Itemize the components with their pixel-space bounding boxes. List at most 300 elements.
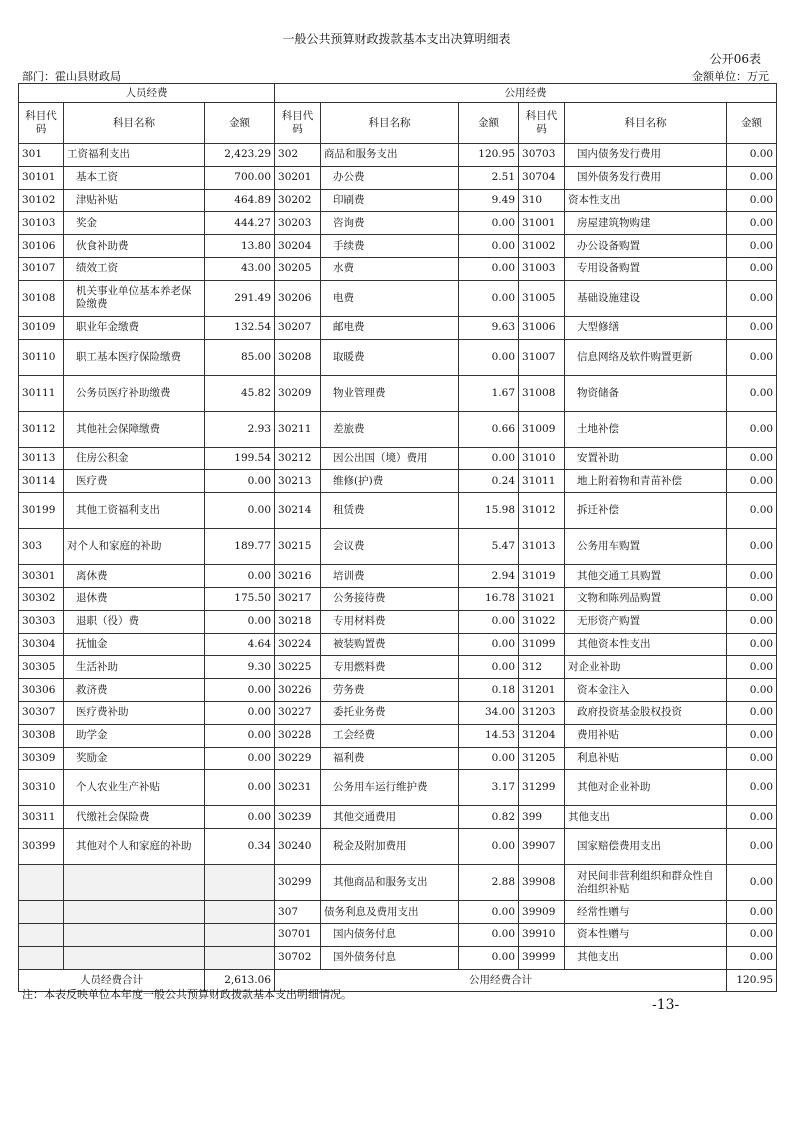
cell-b-name: 办公费 (321, 166, 459, 189)
cell-a-amount: 464.89 (205, 189, 275, 212)
cell-a-amount: 0.00 (205, 565, 275, 588)
cell-a-name: 其他对个人和家庭的补助 (64, 829, 205, 865)
cell-b-name: 咨询费 (321, 212, 459, 235)
cell-a-code: 30307 (19, 701, 64, 724)
cell-b-name: 差旅费 (321, 411, 459, 447)
cell-b-amount: 0.82 (459, 806, 519, 829)
table-row (19, 257, 777, 280)
cell-b-code: 30211 (275, 411, 321, 447)
cell-c-code: 312 (519, 656, 565, 679)
cell-c-code: 31019 (519, 565, 565, 588)
table-row (19, 339, 777, 375)
cell-b-name: 其他交通费用 (321, 806, 459, 829)
cell-a-amount: 199.54 (205, 447, 275, 470)
public-header: 公用经费 (275, 84, 777, 103)
cell-b-amount: 0.00 (459, 447, 519, 470)
cell-c-code: 31007 (519, 339, 565, 375)
cell-a-name: 伙食补助费 (64, 235, 205, 258)
cell-b-code: 30225 (275, 656, 321, 679)
cell-b-name: 水费 (321, 257, 459, 280)
cell-a-name: 绩效工资 (64, 257, 205, 280)
cell-b-name: 债务利息及费用支出 (321, 901, 459, 924)
cell-a-code (19, 901, 64, 924)
cell-c-amount: 0.00 (727, 447, 777, 470)
cell-b-code: 30207 (275, 316, 321, 339)
cell-b-amount: 0.24 (459, 470, 519, 493)
cell-a-name: 抚恤金 (64, 633, 205, 656)
cell-b-amount: 2.51 (459, 166, 519, 189)
cell-c-amount: 0.00 (727, 166, 777, 189)
cell-b-code: 30205 (275, 257, 321, 280)
cell-c-amount: 0.00 (727, 923, 777, 946)
cell-c-amount: 0.00 (727, 411, 777, 447)
cell-b-code: 30213 (275, 470, 321, 493)
cell-b-name: 印刷费 (321, 189, 459, 212)
cell-c-name: 其他支出 (565, 946, 727, 969)
cell-b-amount: 9.49 (459, 189, 519, 212)
cell-a-name: 机关事业单位基本养老保险缴费 (64, 280, 205, 316)
cell-a-name (64, 923, 205, 946)
table-row (19, 747, 777, 770)
expenditure-table (18, 83, 777, 992)
cell-c-name: 国内债务发行费用 (565, 144, 727, 167)
cell-a-code: 30305 (19, 656, 64, 679)
cell-c-code: 310 (519, 189, 565, 212)
cell-b-code: 30299 (275, 865, 321, 901)
cell-b-name: 手续费 (321, 235, 459, 258)
cell-c-amount: 0.00 (727, 339, 777, 375)
cell-c-name: 其他支出 (565, 806, 727, 829)
col-amount-header: 金额 (205, 103, 275, 144)
cell-a-amount (205, 865, 275, 901)
table-row (19, 235, 777, 258)
table-row (19, 806, 777, 829)
cell-a-name: 退职（役）费 (64, 610, 205, 633)
cell-a-name: 工资福利支出 (64, 144, 205, 167)
cell-a-name: 职业年金缴费 (64, 316, 205, 339)
cell-a-name: 职工基本医疗保险缴费 (64, 339, 205, 375)
cell-c-name: 资本性赠与 (565, 923, 727, 946)
cell-c-amount: 0.00 (727, 865, 777, 901)
cell-c-amount: 0.00 (727, 587, 777, 610)
footnote: 注：本表反映单位本年度一般公共预算财政拨款基本支出明细情况。 (22, 988, 352, 1001)
cell-c-name: 房屋建筑物购建 (565, 212, 727, 235)
cell-a-code: 30310 (19, 770, 64, 806)
col-code-header: 科目代码 (19, 103, 64, 144)
cell-a-code: 30103 (19, 212, 64, 235)
cell-b-code: 30224 (275, 633, 321, 656)
table-row (19, 565, 777, 588)
cell-c-code: 31008 (519, 375, 565, 411)
col-name-header: 科目名称 (321, 103, 459, 144)
cell-c-amount: 0.00 (727, 189, 777, 212)
cell-c-amount: 0.00 (727, 829, 777, 865)
table-row (19, 493, 777, 529)
table-row (19, 679, 777, 702)
cell-c-name: 公务用车购置 (565, 529, 727, 565)
cell-a-code: 30303 (19, 610, 64, 633)
table-row (19, 701, 777, 724)
cell-a-code: 30399 (19, 829, 64, 865)
cell-b-code: 30209 (275, 375, 321, 411)
cell-c-code: 31010 (519, 447, 565, 470)
cell-c-name: 对民间非营利组织和群众性自治组织补贴 (565, 865, 727, 901)
cell-a-code: 30101 (19, 166, 64, 189)
table-row (19, 610, 777, 633)
col-code-header: 科目代码 (519, 103, 565, 144)
cell-a-amount: 132.54 (205, 316, 275, 339)
cell-b-name: 取暖费 (321, 339, 459, 375)
personnel-total-label: 人员经费合计 (19, 969, 205, 992)
cell-b-code: 30228 (275, 724, 321, 747)
cell-c-code: 31011 (519, 470, 565, 493)
cell-a-code: 30311 (19, 806, 64, 829)
table-row (19, 724, 777, 747)
table-row (19, 865, 777, 901)
cell-b-name: 专用燃料费 (321, 656, 459, 679)
table-row (19, 375, 777, 411)
cell-b-code: 30240 (275, 829, 321, 865)
cell-c-name: 地上附着物和青苗补偿 (565, 470, 727, 493)
cell-b-code: 30229 (275, 747, 321, 770)
cell-a-amount: 175.50 (205, 587, 275, 610)
cell-a-amount: 0.00 (205, 747, 275, 770)
cell-c-code: 31003 (519, 257, 565, 280)
cell-c-amount: 0.00 (727, 529, 777, 565)
table-row (19, 189, 777, 212)
cell-b-code: 30239 (275, 806, 321, 829)
cell-a-code: 30304 (19, 633, 64, 656)
table-row (19, 529, 777, 565)
table-row (19, 587, 777, 610)
cell-c-code: 31021 (519, 587, 565, 610)
cell-a-code: 30114 (19, 470, 64, 493)
cell-c-amount: 0.00 (727, 212, 777, 235)
table-row (19, 633, 777, 656)
cell-b-amount: 0.00 (459, 747, 519, 770)
cell-a-amount: 0.00 (205, 493, 275, 529)
cell-c-name: 物资储备 (565, 375, 727, 411)
table-row (19, 901, 777, 924)
cell-b-amount: 3.17 (459, 770, 519, 806)
cell-a-name: 助学金 (64, 724, 205, 747)
table-row (19, 166, 777, 189)
cell-b-code: 30218 (275, 610, 321, 633)
cell-b-amount: 0.00 (459, 257, 519, 280)
cell-b-code: 30702 (275, 946, 321, 969)
cell-b-amount: 9.63 (459, 316, 519, 339)
cell-a-name: 对个人和家庭的补助 (64, 529, 205, 565)
cell-a-name: 退休费 (64, 587, 205, 610)
cell-b-name: 电费 (321, 280, 459, 316)
cell-a-name: 代缴社会保险费 (64, 806, 205, 829)
cell-a-amount: 9.30 (205, 656, 275, 679)
cell-a-name: 个人农业生产补贴 (64, 770, 205, 806)
cell-c-amount: 0.00 (727, 901, 777, 924)
cell-a-name: 医疗费补助 (64, 701, 205, 724)
cell-b-amount: 120.95 (459, 144, 519, 167)
cell-a-amount (205, 946, 275, 969)
cell-c-code: 31006 (519, 316, 565, 339)
cell-a-name: 津贴补贴 (64, 189, 205, 212)
cell-c-name: 国外债务发行费用 (565, 166, 727, 189)
cell-a-name: 住房公积金 (64, 447, 205, 470)
cell-a-amount: 85.00 (205, 339, 275, 375)
cell-c-name: 文物和陈列品购置 (565, 587, 727, 610)
table-row (19, 470, 777, 493)
cell-c-name: 利息补贴 (565, 747, 727, 770)
cell-b-name: 公务用车运行维护费 (321, 770, 459, 806)
cell-a-code: 30309 (19, 747, 64, 770)
cell-a-amount: 0.00 (205, 806, 275, 829)
cell-a-name (64, 946, 205, 969)
cell-b-name: 因公出国（境）费用 (321, 447, 459, 470)
cell-a-code: 30110 (19, 339, 64, 375)
cell-c-name: 其他交通工具购置 (565, 565, 727, 588)
cell-c-name: 经常性赠与 (565, 901, 727, 924)
cell-b-amount: 2.88 (459, 865, 519, 901)
cell-b-code: 30201 (275, 166, 321, 189)
cell-b-amount: 2.94 (459, 565, 519, 588)
cell-c-amount: 0.00 (727, 316, 777, 339)
cell-b-code: 30212 (275, 447, 321, 470)
cell-a-amount (205, 901, 275, 924)
cell-b-code: 302 (275, 144, 321, 167)
cell-c-code: 31203 (519, 701, 565, 724)
cell-a-code: 301 (19, 144, 64, 167)
cell-b-amount: 34.00 (459, 701, 519, 724)
department-label: 部门：霍山县财政局 (22, 70, 121, 83)
col-name-header: 科目名称 (565, 103, 727, 144)
cell-b-name: 税金及附加费用 (321, 829, 459, 865)
cell-c-code: 31012 (519, 493, 565, 529)
cell-b-amount: 0.00 (459, 946, 519, 969)
cell-a-name: 其他社会保障缴费 (64, 411, 205, 447)
cell-c-name: 对企业补助 (565, 656, 727, 679)
cell-c-amount: 0.00 (727, 701, 777, 724)
cell-a-amount: 2.93 (205, 411, 275, 447)
col-code-header: 科目代码 (275, 103, 321, 144)
cell-b-amount: 0.00 (459, 235, 519, 258)
table-row (19, 923, 777, 946)
cell-a-amount: 0.00 (205, 470, 275, 493)
cell-c-amount: 0.00 (727, 565, 777, 588)
page-number: -13- (652, 997, 680, 1013)
cell-b-code: 30227 (275, 701, 321, 724)
cell-c-amount: 0.00 (727, 946, 777, 969)
cell-a-code: 303 (19, 529, 64, 565)
cell-a-amount: 291.49 (205, 280, 275, 316)
cell-b-amount: 0.00 (459, 212, 519, 235)
cell-c-code: 31002 (519, 235, 565, 258)
cell-b-code: 30215 (275, 529, 321, 565)
cell-c-amount: 0.00 (727, 375, 777, 411)
cell-a-name (64, 901, 205, 924)
cell-c-amount: 0.00 (727, 257, 777, 280)
cell-b-code: 30206 (275, 280, 321, 316)
cell-c-code: 30704 (519, 166, 565, 189)
cell-c-amount: 0.00 (727, 724, 777, 747)
cell-c-name: 大型修缮 (565, 316, 727, 339)
cell-b-code: 307 (275, 901, 321, 924)
cell-c-amount: 0.00 (727, 633, 777, 656)
col-name-header: 科目名称 (64, 103, 205, 144)
table-row (19, 656, 777, 679)
cell-a-name (64, 865, 205, 901)
cell-a-code (19, 865, 64, 901)
cell-c-code: 31201 (519, 679, 565, 702)
table-row (19, 770, 777, 806)
cell-c-amount: 0.00 (727, 235, 777, 258)
table-row (19, 144, 777, 167)
cell-b-code: 30203 (275, 212, 321, 235)
cell-b-amount: 14.53 (459, 724, 519, 747)
cell-c-amount: 0.00 (727, 806, 777, 829)
cell-c-name: 费用补贴 (565, 724, 727, 747)
cell-c-code: 31099 (519, 633, 565, 656)
col-amount-header: 金额 (459, 103, 519, 144)
cell-a-amount: 0.00 (205, 770, 275, 806)
cell-c-amount: 0.00 (727, 144, 777, 167)
cell-b-name: 邮电费 (321, 316, 459, 339)
cell-a-code: 30112 (19, 411, 64, 447)
cell-b-amount: 0.00 (459, 633, 519, 656)
cell-b-code: 30214 (275, 493, 321, 529)
cell-a-code (19, 923, 64, 946)
cell-a-code: 30107 (19, 257, 64, 280)
form-code: 公开06表 (709, 52, 761, 66)
cell-a-name: 奖金 (64, 212, 205, 235)
cell-a-amount (205, 923, 275, 946)
cell-b-amount: 5.47 (459, 529, 519, 565)
cell-a-name: 奖励金 (64, 747, 205, 770)
cell-b-code: 30226 (275, 679, 321, 702)
cell-b-amount: 0.00 (459, 923, 519, 946)
cell-c-code: 31009 (519, 411, 565, 447)
cell-a-code: 30108 (19, 280, 64, 316)
cell-a-name: 生活补助 (64, 656, 205, 679)
cell-a-amount: 45.82 (205, 375, 275, 411)
cell-c-name: 信息网络及软件购置更新 (565, 339, 727, 375)
cell-c-name: 资本金注入 (565, 679, 727, 702)
cell-b-name: 物业管理费 (321, 375, 459, 411)
cell-c-code: 399 (519, 806, 565, 829)
cell-c-code: 39999 (519, 946, 565, 969)
cell-b-amount: 0.66 (459, 411, 519, 447)
cell-a-amount: 2,423.29 (205, 144, 275, 167)
cell-a-code: 30109 (19, 316, 64, 339)
cell-b-amount: 1.67 (459, 375, 519, 411)
cell-b-name: 国外债务付息 (321, 946, 459, 969)
cell-a-amount: 0.00 (205, 701, 275, 724)
cell-a-amount: 43.00 (205, 257, 275, 280)
cell-a-name: 救济费 (64, 679, 205, 702)
cell-a-name: 离休费 (64, 565, 205, 588)
cell-a-amount: 13.80 (205, 235, 275, 258)
cell-b-code: 30701 (275, 923, 321, 946)
cell-a-code: 30301 (19, 565, 64, 588)
cell-b-name: 会议费 (321, 529, 459, 565)
cell-c-amount: 0.00 (727, 679, 777, 702)
cell-c-code: 31013 (519, 529, 565, 565)
cell-a-amount: 0.00 (205, 679, 275, 702)
cell-a-code: 30106 (19, 235, 64, 258)
cell-c-name: 资本性支出 (565, 189, 727, 212)
cell-c-code: 31001 (519, 212, 565, 235)
cell-a-name: 其他工资福利支出 (64, 493, 205, 529)
cell-b-amount: 0.00 (459, 339, 519, 375)
cell-b-amount: 0.00 (459, 656, 519, 679)
cell-b-amount: 0.00 (459, 280, 519, 316)
cell-b-name: 被装购置费 (321, 633, 459, 656)
personnel-header: 人员经费 (19, 84, 275, 103)
cell-b-name: 委托业务费 (321, 701, 459, 724)
cell-b-name: 国内债务付息 (321, 923, 459, 946)
cell-c-name: 基础设施建设 (565, 280, 727, 316)
cell-b-code: 30202 (275, 189, 321, 212)
cell-a-amount: 700.00 (205, 166, 275, 189)
cell-b-name: 福利费 (321, 747, 459, 770)
cell-a-code (19, 946, 64, 969)
cell-c-name: 土地补偿 (565, 411, 727, 447)
cell-b-name: 专用材料费 (321, 610, 459, 633)
cell-b-code: 30204 (275, 235, 321, 258)
report-title: 一般公共预算财政拨款基本支出决算明细表 (282, 32, 511, 46)
cell-a-code: 30111 (19, 375, 64, 411)
cell-b-name: 公务接待费 (321, 587, 459, 610)
cell-a-amount: 0.00 (205, 724, 275, 747)
cell-b-name: 工会经费 (321, 724, 459, 747)
cell-a-amount: 0.34 (205, 829, 275, 865)
public-total-label: 公用经费合计 (275, 969, 727, 992)
cell-a-code: 30113 (19, 447, 64, 470)
cell-c-code: 39907 (519, 829, 565, 865)
cell-a-amount: 189.77 (205, 529, 275, 565)
cell-a-name: 基本工资 (64, 166, 205, 189)
cell-b-amount: 0.00 (459, 901, 519, 924)
cell-c-code: 31299 (519, 770, 565, 806)
public-total-value: 120.95 (727, 969, 777, 992)
cell-c-code: 39910 (519, 923, 565, 946)
cell-c-amount: 0.00 (727, 470, 777, 493)
table-row (19, 447, 777, 470)
cell-c-name: 安置补助 (565, 447, 727, 470)
cell-b-name: 其他商品和服务支出 (321, 865, 459, 901)
cell-a-code: 30306 (19, 679, 64, 702)
cell-b-name: 培训费 (321, 565, 459, 588)
cell-b-name: 租赁费 (321, 493, 459, 529)
cell-b-name: 维修(护)费 (321, 470, 459, 493)
cell-a-amount: 4.64 (205, 633, 275, 656)
table-row (19, 829, 777, 865)
col-amount-header: 金额 (727, 103, 777, 144)
cell-c-amount: 0.00 (727, 747, 777, 770)
cell-b-amount: 15.98 (459, 493, 519, 529)
cell-c-name: 其他对企业补助 (565, 770, 727, 806)
cell-a-code: 30102 (19, 189, 64, 212)
cell-b-amount: 0.18 (459, 679, 519, 702)
table-row (19, 411, 777, 447)
cell-c-name: 无形资产购置 (565, 610, 727, 633)
cell-c-amount: 0.00 (727, 610, 777, 633)
cell-a-code: 30308 (19, 724, 64, 747)
cell-c-code: 39908 (519, 865, 565, 901)
cell-b-code: 30208 (275, 339, 321, 375)
table-row (19, 316, 777, 339)
cell-b-amount: 16.78 (459, 587, 519, 610)
cell-a-name: 医疗费 (64, 470, 205, 493)
cell-c-amount: 0.00 (727, 656, 777, 679)
